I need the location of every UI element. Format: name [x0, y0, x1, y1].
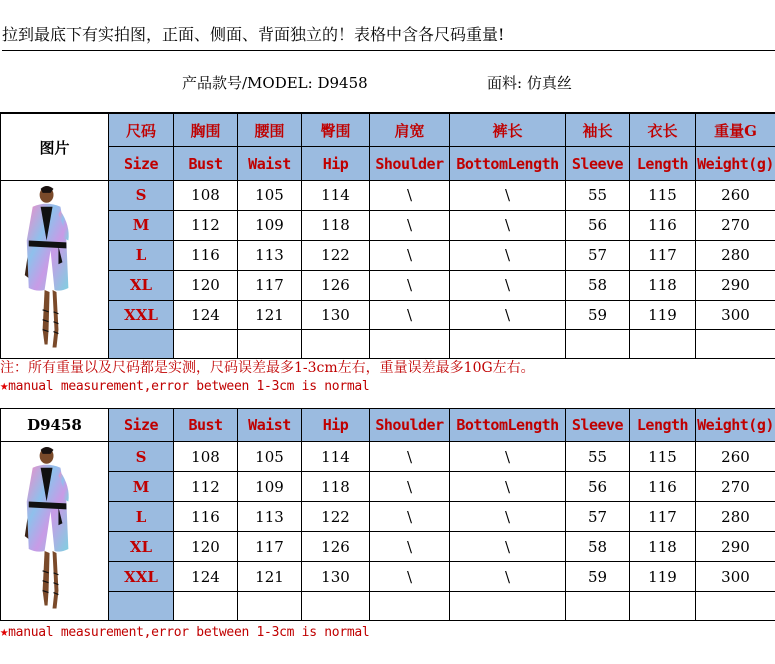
size-cell: M: [109, 472, 174, 502]
empty-cell: [630, 330, 696, 359]
header-en-bottom-length: BottomLength: [450, 147, 566, 181]
note-en-2: [0, 624, 369, 640]
model-code: D9458: [1, 409, 109, 442]
empty-cell: [696, 592, 775, 621]
header-en-sleeve: Sleeve: [566, 147, 630, 181]
table-row: [1, 442, 775, 472]
header-cn-shoulder: 肩宽: [370, 114, 450, 147]
cell-bottom-length: \: [450, 181, 566, 211]
header-en-shoulder: Shoulder: [370, 409, 450, 442]
empty-cell: [109, 592, 174, 621]
header-en-waist: Waist: [238, 409, 302, 442]
empty-cell: [566, 592, 630, 621]
table-row: [1, 181, 775, 211]
cell-hip: 118: [302, 210, 370, 240]
cell-length: 119: [630, 300, 696, 330]
header-cn-waist: 腰围: [238, 114, 302, 147]
header-cn-length: 衣长: [630, 114, 696, 147]
cell-hip: 130: [302, 562, 370, 592]
cell-bottom-length: \: [450, 442, 566, 472]
empty-cell: [238, 592, 302, 621]
cell-shoulder: \: [370, 502, 450, 532]
cell-sleeve: 55: [566, 181, 630, 211]
header-en-hip: Hip: [302, 147, 370, 181]
cell-waist: 117: [238, 532, 302, 562]
header-en-bottom-length: BottomLength: [450, 409, 566, 442]
cell-waist: 113: [238, 502, 302, 532]
table-row: [1, 562, 775, 592]
table-row-empty: [1, 592, 775, 621]
cell-hip: 114: [302, 442, 370, 472]
product-image: [1, 181, 109, 359]
header-cn-sleeve: 袖长: [566, 114, 630, 147]
cell-shoulder: \: [370, 532, 450, 562]
top-note: 拉到最底下有实拍图，正面、侧面、背面独立的！表格中含各尺码重量!: [2, 23, 775, 51]
cell-hip: 126: [302, 270, 370, 300]
cell-bottom-length: \: [450, 270, 566, 300]
cell-bottom-length: \: [450, 562, 566, 592]
cell-shoulder: \: [370, 300, 450, 330]
cell-sleeve: 56: [566, 472, 630, 502]
cell-waist: 121: [238, 300, 302, 330]
cell-weight: 280: [696, 240, 775, 270]
empty-cell: [109, 330, 174, 359]
note-en-1-text: manual measurement,error between 1-3cm is normal: [8, 379, 370, 394]
size-cell: L: [109, 240, 174, 270]
cell-bust: 112: [174, 472, 238, 502]
size-table-2: [0, 408, 775, 621]
header-en-weight: Weight(g): [696, 409, 775, 442]
empty-cell: [302, 592, 370, 621]
header-cn-weight: 重量G: [696, 114, 775, 147]
table-row: [1, 502, 775, 532]
cell-bust: 124: [174, 562, 238, 592]
size-cell: S: [109, 181, 174, 211]
table-row: [1, 472, 775, 502]
cell-hip: 114: [302, 181, 370, 211]
cell-shoulder: \: [370, 472, 450, 502]
cell-bust: 108: [174, 181, 238, 211]
cell-bottom-length: \: [450, 532, 566, 562]
cell-length: 118: [630, 270, 696, 300]
header-en-bust: Bust: [174, 147, 238, 181]
cell-bottom-length: \: [450, 502, 566, 532]
header-cn-bust: 胸围: [174, 114, 238, 147]
size-cell: M: [109, 210, 174, 240]
cell-weight: 260: [696, 181, 775, 211]
cell-hip: 126: [302, 532, 370, 562]
cell-weight: 270: [696, 472, 775, 502]
empty-cell: [566, 330, 630, 359]
empty-cell: [174, 330, 238, 359]
cell-sleeve: 55: [566, 442, 630, 472]
image-label: 图片: [1, 114, 109, 181]
model-row: [0, 70, 775, 98]
cell-weight: 300: [696, 300, 775, 330]
cell-waist: 109: [238, 472, 302, 502]
cell-hip: 122: [302, 240, 370, 270]
header-en-sleeve: Sleeve: [566, 409, 630, 442]
cell-length: 117: [630, 502, 696, 532]
cell-bottom-length: \: [450, 240, 566, 270]
product-photo-icon: [1, 181, 108, 354]
empty-cell: [370, 330, 450, 359]
empty-cell: [450, 330, 566, 359]
cell-bust: 120: [174, 270, 238, 300]
header-en-bust: Bust: [174, 409, 238, 442]
cell-bust: 112: [174, 210, 238, 240]
cell-hip: 130: [302, 300, 370, 330]
cell-length: 116: [630, 472, 696, 502]
cell-bust: 120: [174, 532, 238, 562]
cell-sleeve: 59: [566, 562, 630, 592]
cell-shoulder: \: [370, 562, 450, 592]
size-cell: L: [109, 502, 174, 532]
empty-cell: [238, 330, 302, 359]
header-en-hip: Hip: [302, 409, 370, 442]
table-row: [1, 270, 775, 300]
cell-waist: 113: [238, 240, 302, 270]
note-en-1: [0, 378, 369, 394]
header-en-size: Size: [109, 409, 174, 442]
cell-bottom-length: \: [450, 210, 566, 240]
cell-shoulder: \: [370, 442, 450, 472]
cell-waist: 117: [238, 270, 302, 300]
header-en-shoulder: Shoulder: [370, 147, 450, 181]
header-en-weight: Weight(g): [696, 147, 775, 181]
note-cn: 注：所有重量以及尺码都是实测，尺码误差最多1-3cm左右，重量误差最多10G左右。: [0, 360, 535, 376]
cell-shoulder: \: [370, 240, 450, 270]
empty-cell: [450, 592, 566, 621]
cell-length: 115: [630, 442, 696, 472]
header-en-size: Size: [109, 147, 174, 181]
header-cn-size: 尺码: [109, 114, 174, 147]
product-image: [1, 442, 109, 621]
cell-length: 119: [630, 562, 696, 592]
model-label: 产品款号/MODEL: D9458: [182, 74, 368, 92]
cell-bottom-length: \: [450, 472, 566, 502]
header-en-length: Length: [630, 147, 696, 181]
cell-bust: 116: [174, 502, 238, 532]
size-cell: XXL: [109, 562, 174, 592]
cell-length: 116: [630, 210, 696, 240]
cell-waist: 109: [238, 210, 302, 240]
cell-bust: 116: [174, 240, 238, 270]
table-row: [1, 532, 775, 562]
product-photo-icon: [1, 442, 108, 615]
cell-bottom-length: \: [450, 300, 566, 330]
cell-sleeve: 57: [566, 240, 630, 270]
cell-shoulder: \: [370, 181, 450, 211]
cell-weight: 260: [696, 442, 775, 472]
cell-shoulder: \: [370, 270, 450, 300]
size-cell: XL: [109, 270, 174, 300]
table-row: [1, 300, 775, 330]
cell-weight: 270: [696, 210, 775, 240]
cell-bust: 108: [174, 442, 238, 472]
empty-cell: [370, 592, 450, 621]
cell-weight: 280: [696, 502, 775, 532]
note-en-2-text: manual measurement,error between 1-3cm is normal: [8, 625, 370, 640]
empty-cell: [630, 592, 696, 621]
cell-waist: 105: [238, 442, 302, 472]
cell-sleeve: 59: [566, 300, 630, 330]
cell-sleeve: 58: [566, 270, 630, 300]
header-cn-hip: 臀围: [302, 114, 370, 147]
cell-weight: 290: [696, 270, 775, 300]
cell-waist: 105: [238, 181, 302, 211]
cell-shoulder: \: [370, 210, 450, 240]
empty-cell: [174, 592, 238, 621]
header-en-length: Length: [630, 409, 696, 442]
cell-weight: 290: [696, 532, 775, 562]
table-row: [1, 240, 775, 270]
cell-length: 118: [630, 532, 696, 562]
cell-waist: 121: [238, 562, 302, 592]
cell-length: 117: [630, 240, 696, 270]
fabric-label: 面料: 仿真丝: [487, 74, 572, 92]
table-row-empty: [1, 330, 775, 359]
empty-cell: [302, 330, 370, 359]
cell-length: 115: [630, 181, 696, 211]
star-icon: ★: [0, 624, 9, 640]
cell-hip: 122: [302, 502, 370, 532]
cell-sleeve: 57: [566, 502, 630, 532]
cell-hip: 118: [302, 472, 370, 502]
size-cell: S: [109, 442, 174, 472]
size-table-1: [0, 113, 775, 359]
size-cell: XXL: [109, 300, 174, 330]
empty-cell: [696, 330, 775, 359]
star-icon: ★: [0, 378, 9, 394]
header-cn-bottom-length: 裤长: [450, 114, 566, 147]
cell-bust: 124: [174, 300, 238, 330]
size-cell: XL: [109, 532, 174, 562]
cell-sleeve: 58: [566, 532, 630, 562]
cell-weight: 300: [696, 562, 775, 592]
cell-sleeve: 56: [566, 210, 630, 240]
table-row: [1, 210, 775, 240]
header-en-waist: Waist: [238, 147, 302, 181]
